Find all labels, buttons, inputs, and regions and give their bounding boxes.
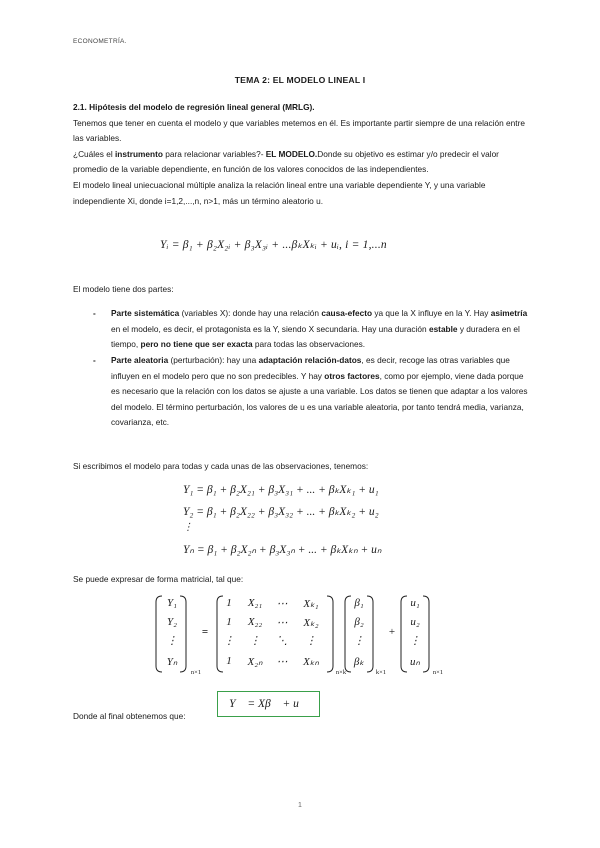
x-cell: X₂₁ [247, 597, 263, 609]
parts-intro: El modelo tiene dos partes: [73, 284, 174, 295]
y-cell: ⋮ [166, 635, 178, 647]
x-cell: ⋮ [305, 635, 317, 647]
b1-text-f: en el modelo, es decir, el protagonista es la Y, siendo X secundaria. Hay una duración [111, 323, 429, 334]
beta-dimension: k×1 [375, 669, 387, 676]
p2-bold-modelo: EL MODELO. [265, 148, 318, 159]
b2-text-d: , es decir, recoge las otras variables que influyen en el modelo pero que no son predecibles. Y hay [111, 354, 510, 381]
page-number: 1 [298, 802, 302, 809]
b1-bold-g: estable [428, 323, 458, 334]
b1-bold-a: Parte sistemática [111, 308, 180, 319]
u-cell: ⋮ [409, 635, 421, 647]
u-cell: uₙ [410, 656, 420, 668]
paragraph-4: Si escribimos el modelo para todas y cada unas de las observaciones, tenemos: [73, 461, 369, 471]
paragraph-2 [73, 147, 528, 178]
system-line-2: Y₂ = β₁ + β₂X₂₂ + β₃X₃₂ + ... + βₖXₖ₂ + u₂ [183, 506, 379, 518]
b1-text-d: ya que la X influye en la Y. Hay [372, 308, 491, 319]
beta-cell: ⋮ [353, 635, 365, 647]
y-cell: Y₂ [167, 616, 177, 628]
p2-bold-instrumento: instrumento [114, 148, 163, 159]
x-cell: ⋮ [249, 635, 261, 647]
bullet-dash: - [93, 308, 96, 319]
x-cell: X₂₂ [247, 616, 263, 628]
y-dimension: n×1 [190, 669, 202, 676]
p2-text-c: para relacionar variables?- [162, 148, 266, 159]
b1-bold-c: causa-efecto [321, 308, 373, 319]
p2-text-a: ¿Cuáles el [73, 148, 115, 159]
x-cell: ⋮ [223, 635, 235, 647]
x-cell: 1 [226, 597, 232, 609]
y-cell: Y₁ [167, 597, 177, 609]
page-header: ECONOMETRÍA. [73, 38, 127, 45]
p2-text-e: Donde su objetivo es estimar y/o predecir el valor promedio de la variable dependiente, en función de los valores conocidos de las independientes. [73, 148, 499, 175]
x-cell: ⋯ [276, 598, 288, 610]
u-cell: u₁ [410, 597, 420, 609]
b1-text-b: (variables X): donde hay una relación [179, 308, 322, 319]
x-cell: ⋯ [276, 656, 288, 668]
b1-bold-i: pero no tiene que ser exacta [140, 339, 253, 350]
x-cell: ⋯ [276, 617, 288, 629]
x-cell: X₂ₙ [247, 656, 263, 668]
beta-cell: βₖ [353, 656, 365, 668]
equation-model: Yᵢ = β₁ + β₂X₂ᵢ + β₃X₃ᵢ + ...βₖXₖᵢ + uᵢ, i = 1,...n [160, 239, 387, 251]
b2-bold-a: Parte aleatoria [111, 354, 169, 365]
bullet-dash: - [93, 354, 96, 365]
section-heading: 2.1. Hipótesis del modelo de regresión lineal general (MRLG). [73, 102, 315, 112]
result-equation-box: Y⃗ = Xβ⃗ + u⃗ [217, 691, 320, 717]
system-vdots: ⋮ [183, 522, 193, 533]
x-cell: Xₖ₁ [303, 598, 319, 610]
page-title: TEMA 2: EL MODELO LINEAL I [234, 75, 366, 85]
bullet-random [73, 353, 528, 431]
model-parts [73, 274, 528, 431]
plus-sign: + [388, 626, 396, 638]
y-cell: Yₙ [166, 656, 178, 668]
intro-text [73, 100, 528, 209]
equals-sign: = [201, 626, 209, 638]
b2-bold-e: otros factores [324, 370, 380, 381]
paragraph-5: Se puede expresar de forma matricial, tal que: [73, 574, 244, 584]
b2-text-b: (perturbación): hay una [168, 354, 259, 365]
system-line-1: Y₁ = β₁ + β₂X₂₁ + β₃X₃₁ + ... + βₖXₖ₁ + u₁ [183, 484, 379, 496]
x-cell: ⋱ [276, 635, 288, 647]
b1-bold-e: asimetría [490, 308, 528, 319]
b1-text-j: para todas las observaciones. [252, 339, 366, 350]
x-cell: Xₖ₂ [303, 617, 319, 629]
b1-text-h: y duradera en el tiempo, [111, 323, 520, 350]
beta-cell: β₁ [354, 597, 364, 609]
beta-cell: β₂ [354, 616, 364, 628]
x-cell: Xₖₙ [303, 656, 319, 668]
system-line-n: Yₙ = β₁ + β₂X₂ₙ + β₃X₃ₙ + ... + βₖXₖₙ + uₙ [183, 544, 382, 556]
paragraph-1: Tenemos que tener en cuenta el modelo y que variables metemos en él. Es importante partir siempre de una relación entre las variables. [73, 117, 525, 144]
matrix-cells [0, 592, 600, 682]
x-cell: 1 [226, 616, 232, 628]
u-cell: u₂ [410, 616, 420, 628]
u-dimension: n×1 [432, 669, 444, 676]
paragraph-6: Donde al final obtenemos que: [73, 711, 186, 721]
b2-text-f: , como por ejemplo, viene dada porque es necesario que la relación con los datos se ajuste a una variable. Los datos se tienen que adaptar a los valores del modelo. El término perturbación, los valores de u es una variable aleatoria, por tanto tendrá media, varianza, covarianza, etc. [111, 370, 528, 428]
bullet-systematic [73, 306, 528, 353]
x-cell: 1 [226, 655, 232, 667]
paragraph-3: El modelo lineal uniecuacional múltiple analiza la relación lineal entre una variable dependiente Y, y una variable independiente Xi, donde i=1,2,...,n, n>1, más un término aleatorio u. [73, 179, 486, 206]
b2-bold-c: adaptación relación-datos [258, 354, 362, 365]
x-dimension: n×k [335, 669, 347, 676]
